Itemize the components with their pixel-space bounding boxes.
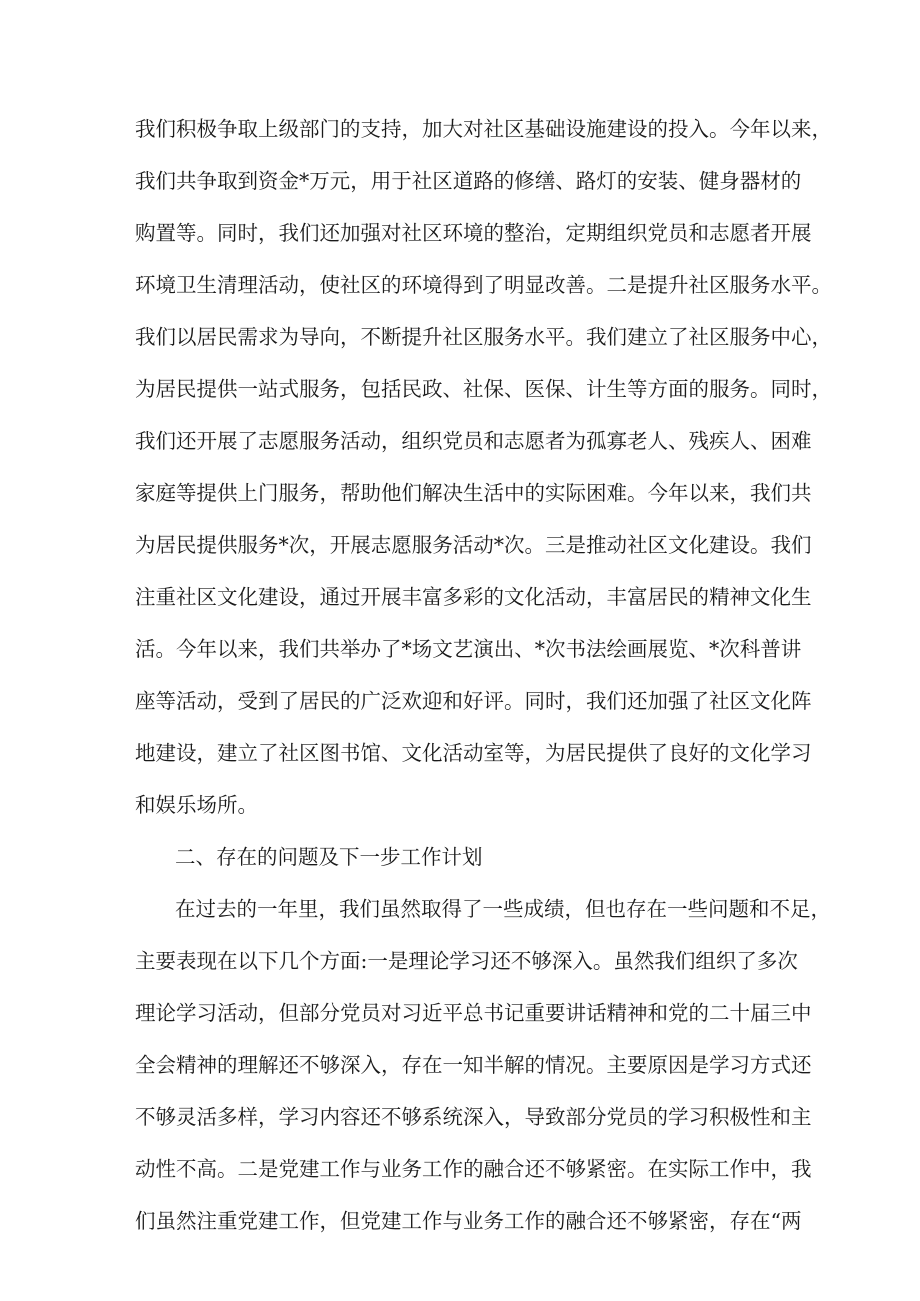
paragraph-line: 主要表现在以下几个方面:一是理论学习还不够深入。虽然我们组织了多次 <box>135 949 798 973</box>
paragraph-line: 我们共争取到资金*万元，用于社区道路的修缮、路灯的安装、健身器材的 <box>135 169 802 193</box>
paragraph-line: 环境卫生清理活动，使社区的环境得到了明显改善。二是提升社区服务水平。 <box>135 273 832 297</box>
paragraph-line: 们虽然注重党建工作，但党建工作与业务工作的融合还不够紧密，存在“两 <box>135 1209 802 1233</box>
paragraph-line: 座等活动，受到了居民的广泛欢迎和好评。同时，我们还加强了社区文化阵 <box>135 689 812 713</box>
paragraph-line: 家庭等提供上门服务，帮助他们解决生活中的实际困难。今年以来，我们共 <box>135 481 812 505</box>
paragraph-line: 我们积极争取上级部门的支持，加大对社区基础设施建设的投入。今年以来， <box>135 117 832 141</box>
paragraph-line: 活。今年以来，我们共举办了*场文艺演出、*次书法绘画展览、*次科普讲 <box>135 637 802 661</box>
paragraph-line: 地建设，建立了社区图书馆、文化活动室等，为居民提供了良好的文化学习 <box>135 741 812 765</box>
paragraph-line: 不够灵活多样，学习内容还不够系统深入，导致部分党员的学习积极性和主 <box>135 1105 812 1129</box>
paragraph-line: 注重社区文化建设，通过开展丰富多彩的文化活动，丰富居民的精神文化生 <box>135 585 812 609</box>
paragraph-line: 理论学习活动，但部分党员对习近平总书记重要讲话精神和党的二十届三中 <box>135 1001 812 1025</box>
paragraph-line: 购置等。同时，我们还加强对社区环境的整治，定期组织党员和志愿者开展 <box>135 221 812 245</box>
paragraph-line: 为居民提供服务*次，开展志愿服务活动*次。三是推动社区文化建设。我们 <box>135 533 812 557</box>
section-heading: 二、存在的问题及下一步工作计划 <box>175 845 483 869</box>
paragraph-line: 和娱乐场所。 <box>135 793 258 817</box>
paragraph-line: 在过去的一年里，我们虽然取得了一些成绩，但也存在一些问题和不足， <box>175 897 831 921</box>
paragraph-line: 我们还开展了志愿服务活动，组织党员和志愿者为孤寡老人、残疾人、困难 <box>135 429 812 453</box>
paragraph-line: 我们以居民需求为导向，不断提升社区服务水平。我们建立了社区服务中心， <box>135 325 832 349</box>
paragraph-line: 动性不高。二是党建工作与业务工作的融合还不够紧密。在实际工作中，我 <box>135 1157 812 1181</box>
paragraph-line: 为居民提供一站式服务，包括民政、社保、医保、计生等方面的服务。同时， <box>135 377 832 401</box>
paragraph-line: 全会精神的理解还不够深入，存在一知半解的情况。主要原因是学习方式还 <box>135 1053 812 1077</box>
